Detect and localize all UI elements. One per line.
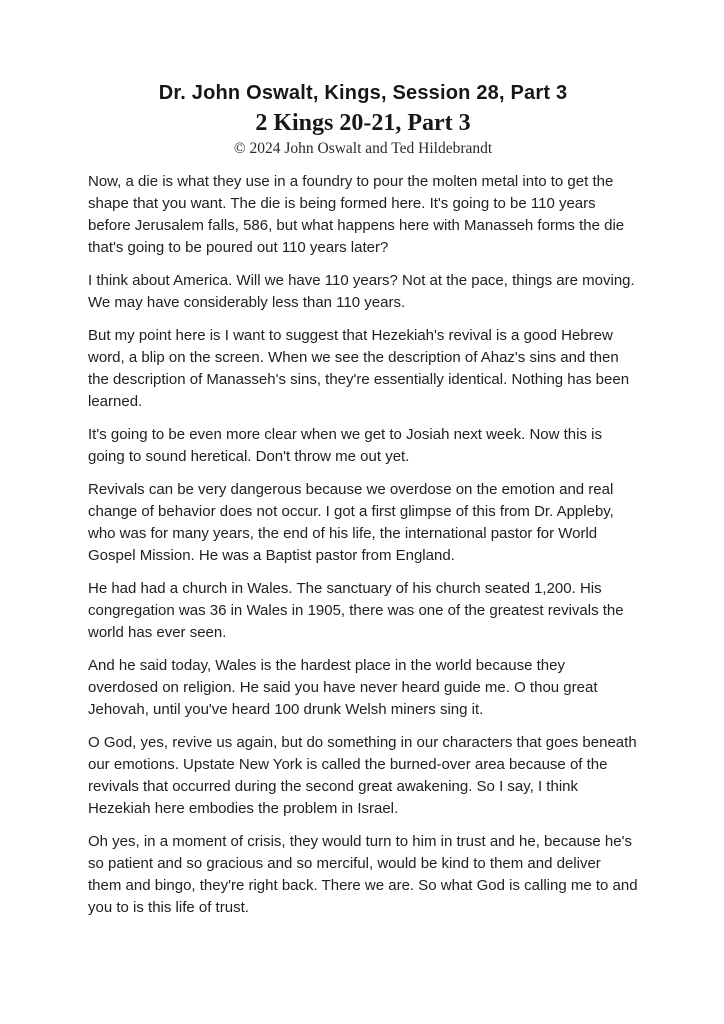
document-body xyxy=(88,171,638,919)
paragraph: It's going to be even more clear when we get to Josiah next week. Now this is going to sound heretical. Don't throw me out yet. xyxy=(88,426,602,465)
paragraph: Now, a die is what they use in a foundry to pour the molten metal into to get the shape that you want. The die is being formed here. It's going to be 110 years before Jerusalem falls, 586, but what happens here with Manasseh forms the die that's going to be poured out 110 years later? xyxy=(88,173,625,256)
paragraph: Oh yes, in a moment of crisis, they would turn to him in trust and he, because he's so patient and so gracious and so merciful, would be kind to them and deliver them and bingo, they're right back. There we are. So what God is calling me to and you to is this life of trust. xyxy=(88,833,638,916)
document-header xyxy=(88,80,638,159)
document-subtitle: 2 Kings 20-21, Part 3 xyxy=(255,110,471,136)
paragraph: But my point here is I want to suggest that Hezekiah's revival is a good Hebrew word, a blip on the screen. When we see the description of Ahaz's sins and then the description of Manasseh's sins, they're essentially identical. Nothing has been learned. xyxy=(88,327,630,410)
paragraph: I think about America. Will we have 110 years? Not at the pace, things are moving. We may have considerably less than 110 years. xyxy=(88,272,635,311)
document-title: Dr. John Oswalt, Kings, Session 28, Part 3 xyxy=(158,82,568,104)
paragraph: O God, yes, revive us again, but do something in our characters that goes beneath our emotions. Upstate New York is called the burned-over area because of the revivals that occurred during the second great awakening. So I say, I think Hezekiah here embodies the problem in Israel. xyxy=(88,734,637,817)
paragraph: He had had a church in Wales. The sanctuary of his church seated 1,200. His congregation was 36 in Wales in 1905, there was one of the greatest revivals the world has ever seen. xyxy=(88,580,624,641)
paragraph: And he said today, Wales is the hardest place in the world because they overdosed on religion. He said you have never heard guide me. O thou great Jehovah, until you've heard 100 drunk Welsh miners sing it. xyxy=(88,657,598,718)
paragraph: Revivals can be very dangerous because we overdose on the emotion and real change of behavior does not occur. I got a first glimpse of this from Dr. Appleby, who was for many years, the end of his life, the international pastor for World Gospel Mission. He was a Baptist pastor from England. xyxy=(88,481,614,564)
copyright-line: © 2024 John Oswalt and Ted Hildebrandt xyxy=(233,140,493,157)
